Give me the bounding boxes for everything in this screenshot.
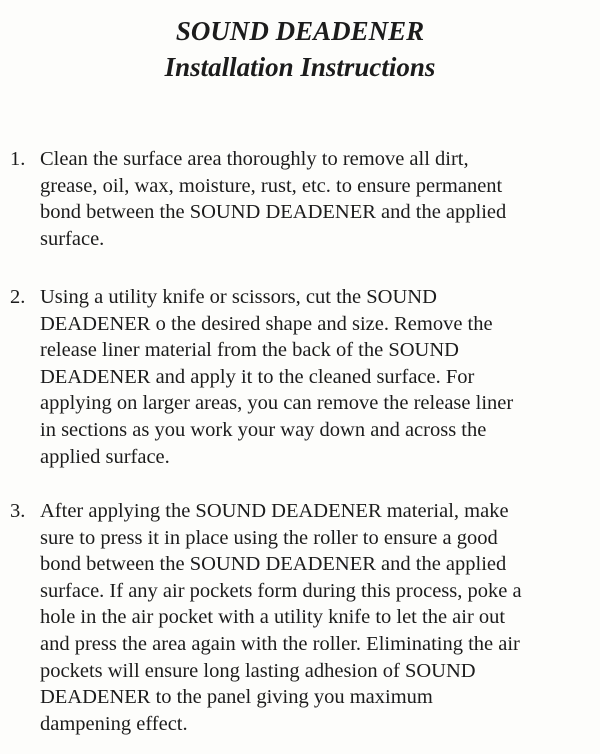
step-text-line: DEADENER to the panel giving you maximum	[40, 686, 433, 709]
step-text-line: surface.	[40, 227, 105, 250]
step-text-line: sure to press it in place using the roller to ensure a good	[40, 526, 498, 549]
step-text	[40, 284, 595, 470]
step-text-line: applying on larger areas, you can remove the release liner	[40, 392, 514, 415]
step-text	[40, 146, 595, 252]
step-text	[40, 498, 595, 737]
document-subtitle: Installation Instructions	[164, 52, 436, 82]
step-text-line: DEADENER and apply it to the cleaned surface. For	[40, 365, 475, 388]
step-text-line: pockets will ensure long lasting adhesion of SOUND	[40, 659, 476, 682]
step-text-line: and press the area again with the roller. Eliminating the air	[40, 632, 520, 655]
document-title: SOUND DEADENER	[175, 16, 425, 46]
step-text-line: applied surface.	[40, 445, 170, 468]
step-number: 3.	[10, 500, 26, 522]
step-text-line: surface. If any air pockets form during this process, poke a	[40, 579, 522, 602]
step-text-line: bond between the SOUND DEADENER and the applied	[40, 201, 507, 224]
step-text-line: in sections as you work your way down and across the	[40, 418, 487, 441]
step-text-line: DEADENER o the desired shape and size. Remove the	[40, 312, 493, 335]
step-text-line: bond between the SOUND DEADENER and the applied	[40, 553, 507, 576]
step-number: 2.	[10, 286, 26, 308]
step-text-line: hole in the air pocket with a utility knife to let the air out	[40, 606, 506, 629]
step-text-line: release liner material from the back of the SOUND	[40, 339, 459, 362]
step-text-line: dampening effect.	[40, 712, 188, 735]
step-number: 1.	[10, 148, 26, 170]
step-text-line: After applying the SOUND DEADENER material, make	[40, 500, 509, 522]
step-text-line: grease, oil, wax, moisture, rust, etc. to ensure permanent	[40, 174, 503, 197]
step-text-line: Clean the surface area thoroughly to remove all dirt,	[40, 148, 469, 170]
step-text-line: Using a utility knife or scissors, cut the SOUND	[40, 286, 437, 308]
